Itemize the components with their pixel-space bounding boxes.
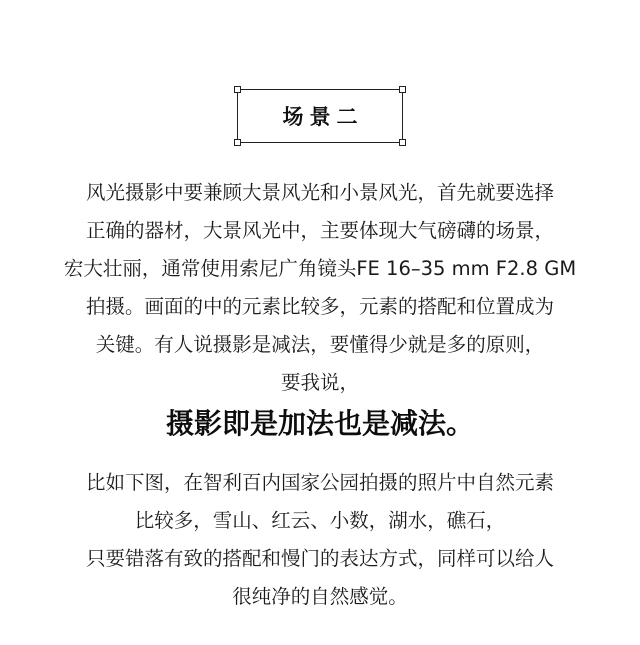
section-title: 场景二 bbox=[282, 105, 364, 129]
text-line: 比较多，雪山、红云、小数，湖水，礁石， bbox=[134, 509, 506, 532]
intro-paragraph bbox=[0, 174, 640, 402]
text-line: 只要错落有致的搭配和慢门的表达方式，同样可以给人 bbox=[85, 547, 554, 570]
frame-corner-top-left bbox=[234, 86, 241, 93]
text-line: 风光摄影中要兼顾大景风光和小景风光，首先就要选择 bbox=[85, 181, 554, 204]
text-line: 关键。有人说摄影是减法，要懂得少就是多的原则， bbox=[95, 333, 545, 356]
section-title-frame bbox=[237, 89, 403, 143]
frame-corner-top-right bbox=[399, 86, 406, 93]
frame-corner-bottom-right bbox=[399, 139, 406, 146]
text-line: 正确的器材，大景风光中，主要体现大气磅礴的场景， bbox=[85, 219, 554, 242]
text-line: 拍摄。画面的中的元素比较多，元素的搭配和位置成为 bbox=[85, 295, 554, 318]
example-paragraph bbox=[0, 464, 640, 616]
text-line: 很纯净的自然感觉。 bbox=[232, 585, 408, 608]
emphasis-heading: 摄影即是加法也是减法。 bbox=[165, 407, 474, 440]
frame-corner-bottom-left bbox=[234, 139, 241, 146]
text-line: 比如下图，在智利百内国家公园拍摄的照片中自然元素 bbox=[85, 471, 554, 494]
text-line: 宏大壮丽，通常使用索尼广角镜头FE 16–35 mm F2.8 GM bbox=[63, 257, 577, 280]
text-line: 要我说， bbox=[280, 371, 359, 394]
